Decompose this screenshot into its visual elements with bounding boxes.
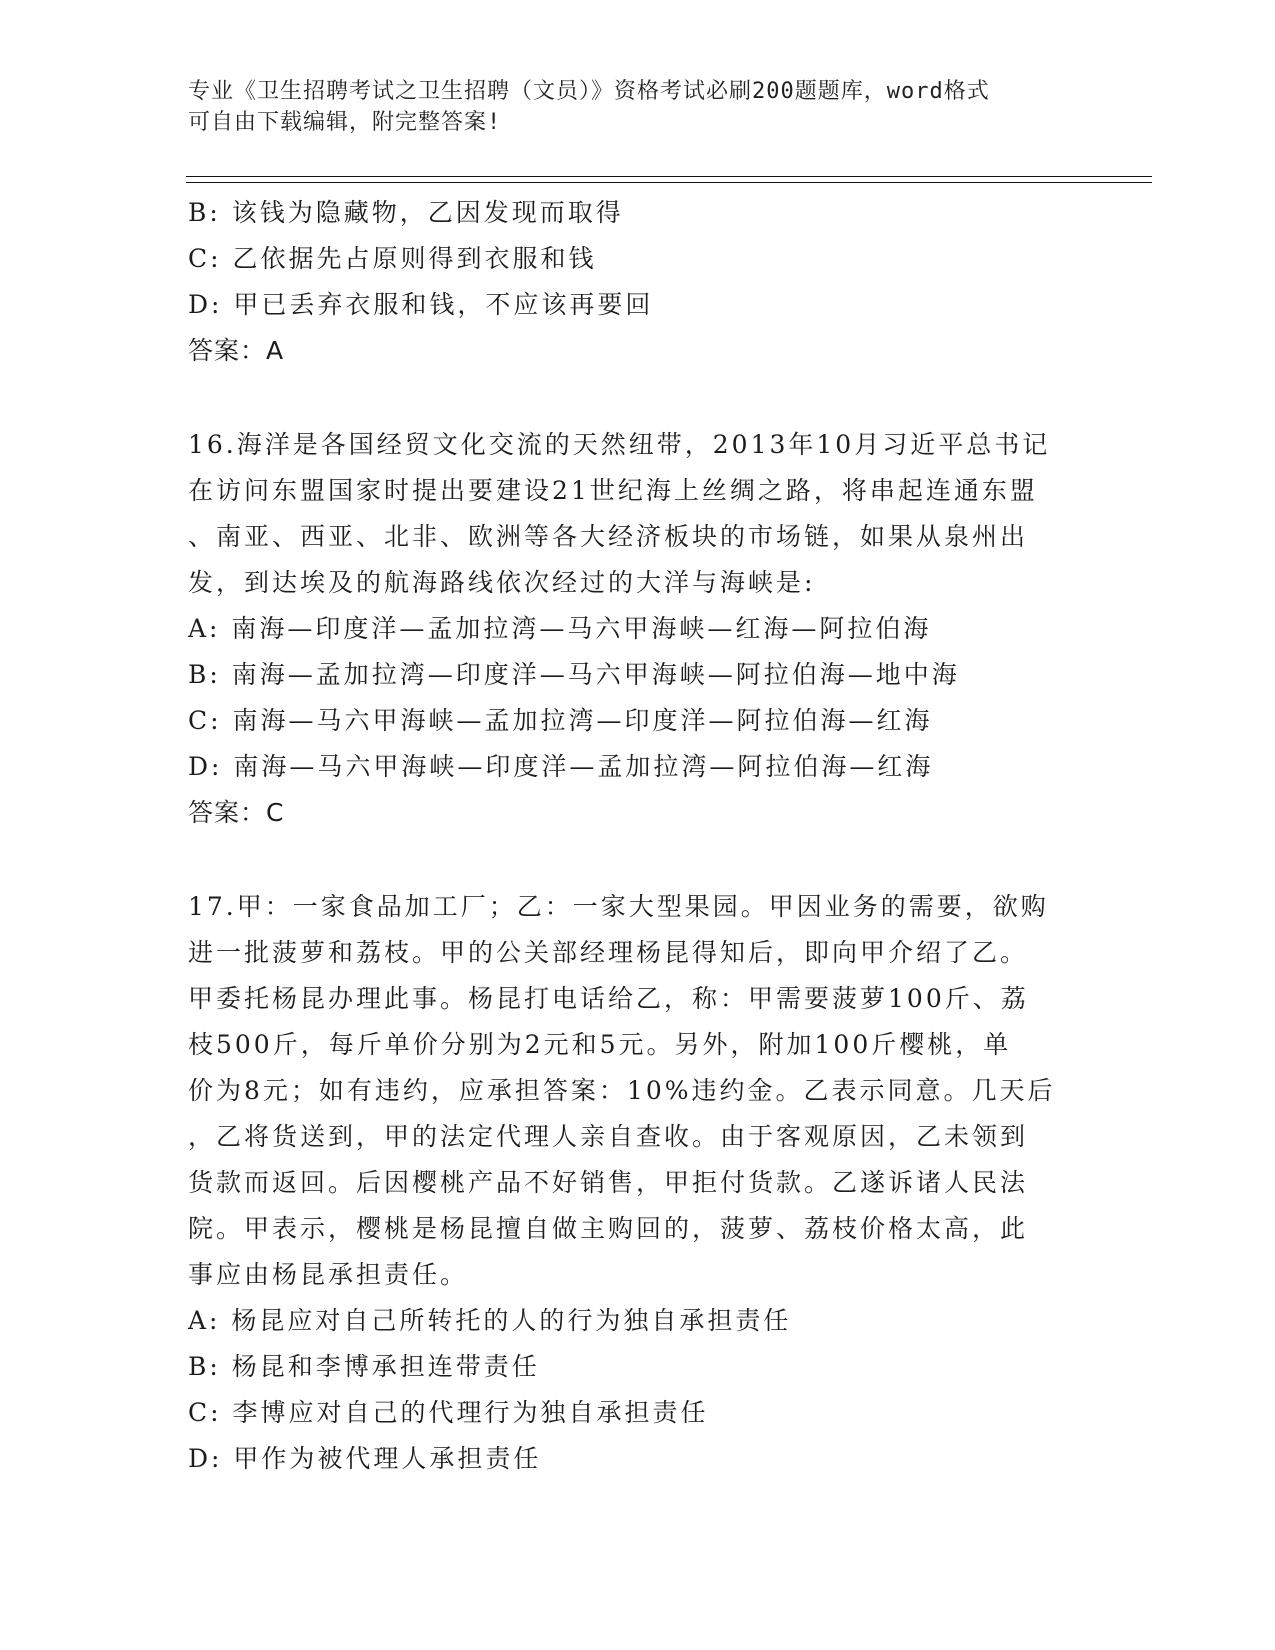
header-rule-bottom xyxy=(186,182,1152,183)
option-a: A: 南海—印度洋—孟加拉湾—马六甲海峡—红海—阿拉伯海 xyxy=(188,614,932,643)
question-text-line: 发，到达埃及的航海路线依次经过的大洋与海峡是: xyxy=(188,568,816,597)
option-d: D: 甲作为被代理人承担责任 xyxy=(188,1444,542,1473)
option-c: C: 李博应对自己的代理行为独自承担责任 xyxy=(188,1398,709,1427)
option-b: B: 该钱为隐藏物，乙因发现而取得 xyxy=(188,198,624,227)
answer-line: 答案：C xyxy=(188,798,285,827)
option-c: C: 南海—马六甲海峡—孟加拉湾—印度洋—阿拉伯海—红海 xyxy=(188,706,933,735)
question-text-line: 17.甲：一家食品加工厂；乙：一家大型果园。甲因业务的需要，欲购 xyxy=(188,892,1049,921)
option-a: A: 杨昆应对自己所转托的人的行为独自承担责任 xyxy=(188,1306,792,1335)
prev-question xyxy=(188,190,1088,374)
question-16 xyxy=(188,422,1088,836)
question-text-line: 、南亚、西亚、北非、欧洲等各大经济板块的市场链，如果从泉州出 xyxy=(188,522,1029,551)
document-body xyxy=(188,190,1088,1482)
question-text-line: 院。甲表示，樱桃是杨昆擅自做主购回的，菠萝、荔枝价格太高，此 xyxy=(188,1214,1029,1243)
question-text-line: 16.海洋是各国经贸文化交流的天然纽带，2013年10月习近平总书记 xyxy=(188,430,1051,459)
option-b: B: 南海—孟加拉湾—印度洋—马六甲海峡—阿拉伯海—地中海 xyxy=(188,660,960,689)
question-text-line: ，乙将货送到，甲的法定代理人亲自查收。由于客观原因，乙未领到 xyxy=(188,1122,1029,1151)
header-rule-top xyxy=(186,176,1152,177)
option-c: C: 乙依据先占原则得到衣服和钱 xyxy=(188,244,597,273)
answer-line: 答案：A xyxy=(188,336,285,365)
question-17 xyxy=(188,884,1088,1482)
question-text-line: 枝500斤，每斤单价分别为2元和5元。另外，附加100斤樱桃，单 xyxy=(188,1030,1012,1059)
question-text-line: 甲委托杨昆办理此事。杨昆打电话给乙，称：甲需要菠萝100斤、荔 xyxy=(188,984,1029,1013)
question-text-line: 价为8元；如有违约，应承担答案：10%违约金。乙表示同意。几天后 xyxy=(188,1076,1056,1105)
header-line-1: 专业《卫生招聘考试之卫生招聘（文员）》资格考试必刷200题题库，word格式 xyxy=(188,79,990,104)
question-text-line: 进一批菠萝和荔枝。甲的公关部经理杨昆得知后，即向甲介绍了乙。 xyxy=(188,938,1029,967)
spacer xyxy=(188,374,1088,422)
spacer xyxy=(188,836,1088,884)
option-b: B: 杨昆和李博承担连带责任 xyxy=(188,1352,540,1381)
question-text-line: 事应由杨昆承担责任。 xyxy=(188,1260,469,1289)
question-text-line: 在访问东盟国家时提出要建设21世纪海上丝绸之路，将串起连通东盟 xyxy=(188,476,1038,505)
question-text-line: 货款而返回。后因樱桃产品不好销售，甲拒付货款。乙遂诉诸人民法 xyxy=(188,1168,1029,1197)
option-d: D: 南海—马六甲海峡—印度洋—孟加拉湾—阿拉伯海—红海 xyxy=(188,752,934,781)
document-header xyxy=(188,76,1068,138)
option-d: D: 甲已丢弃衣服和钱，不应该再要回 xyxy=(188,290,654,319)
header-line-2: 可自由下载编辑，附完整答案! xyxy=(188,110,502,135)
